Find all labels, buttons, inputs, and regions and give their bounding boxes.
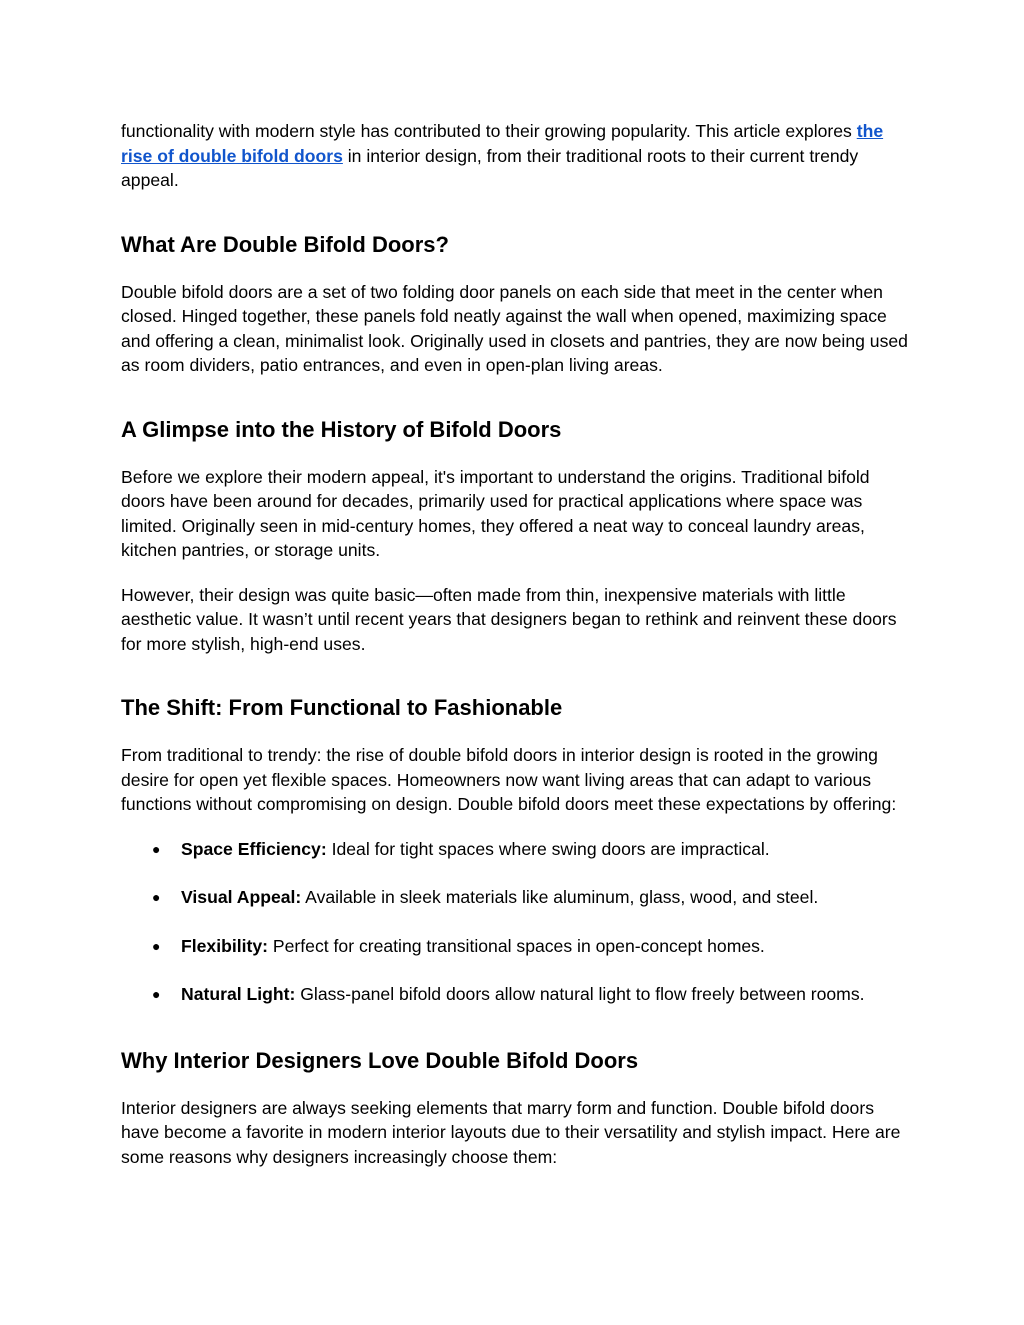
bullet-label: Natural Light: <box>181 984 296 1004</box>
bullet-label: Visual Appeal: <box>181 887 302 907</box>
bullet-text: Perfect for creating transitional spaces in open-concept homes. <box>268 935 765 956</box>
intro-text-before: functionality with modern style has contributed to their growing popularity. This article explores <box>121 121 857 141</box>
heading-shift: The Shift: From Functional to Fashionable <box>121 695 563 720</box>
list-item <box>121 982 911 1007</box>
paragraph-history-origins: Before we explore their modern appeal, it's important to understand the origins. Traditional bifold doors have been around for decades, primarily used for practical applications where space was limited. Originally seen in mid-century homes, they offered a neat way to conceal laundry areas, kitchen pantries, or storage units. <box>121 466 870 560</box>
list-item <box>121 837 911 862</box>
paragraph-shift: From traditional to trendy: the rise of double bifold doors in interior design is rooted in the growing desire for open yet flexible spaces. Homeowners now want living areas that can adapt to various functions without compromising on design. Double bifold doors meet these expectations by offering: <box>121 745 897 814</box>
heading-designers-love: Why Interior Designers Love Double Bifold Doors <box>121 1047 639 1073</box>
bullet-icon: ● <box>152 840 161 857</box>
bullet-text: Available in sleek materials like aluminum, glass, wood, and steel. <box>301 887 819 907</box>
intro-text-after: in interior design, from their traditional roots to their current trendy appeal. <box>121 145 859 190</box>
bullet-label: Flexibility: <box>181 935 269 956</box>
article-link[interactable]: the rise of double bifold doors <box>121 121 884 166</box>
heading-what-are: What Are Double Bifold Doors? <box>121 231 449 257</box>
bullet-text: Ideal for tight spaces where swing doors are impractical. <box>326 838 770 859</box>
document-page <box>121 119 911 1169</box>
list-item <box>121 885 911 910</box>
paragraph-designers: Interior designers are always seeking elements that marry form and function. Double bifold doors have become a favorite in modern interior layouts due to their versatility and stylish impact. Here are some reasons why designers increasingly choose them: <box>121 1097 901 1167</box>
paragraph-definition: Double bifold doors are a set of two folding door panels on each side that meet in the center when closed. Hinged together, these panels fold neatly against the wall when opened, maximizing space and offering a clean, minimalist look. Originally used in closets and pantries, they are now being used as room dividers, patio entrances, and even in open-plan living areas. <box>121 281 908 375</box>
bullet-label: Space Efficiency: <box>181 838 327 859</box>
intro-paragraph <box>121 119 911 193</box>
bullet-icon: ● <box>152 937 161 954</box>
heading-history: A Glimpse into the History of Bifold Doors <box>121 416 562 442</box>
benefits-list <box>121 837 911 1007</box>
bullet-text: Glass-panel bifold doors allow natural light to flow freely between rooms. <box>295 984 865 1004</box>
bullet-icon: ● <box>152 889 161 905</box>
bullet-icon: ● <box>152 986 161 1002</box>
list-item <box>121 934 911 959</box>
paragraph-history-basic: However, their design was quite basic—often made from thin, inexpensive materials with little aesthetic value. It wasn’t until recent years that designers began to rethink and reinvent these doors for more stylish, high-end uses. <box>121 584 897 654</box>
